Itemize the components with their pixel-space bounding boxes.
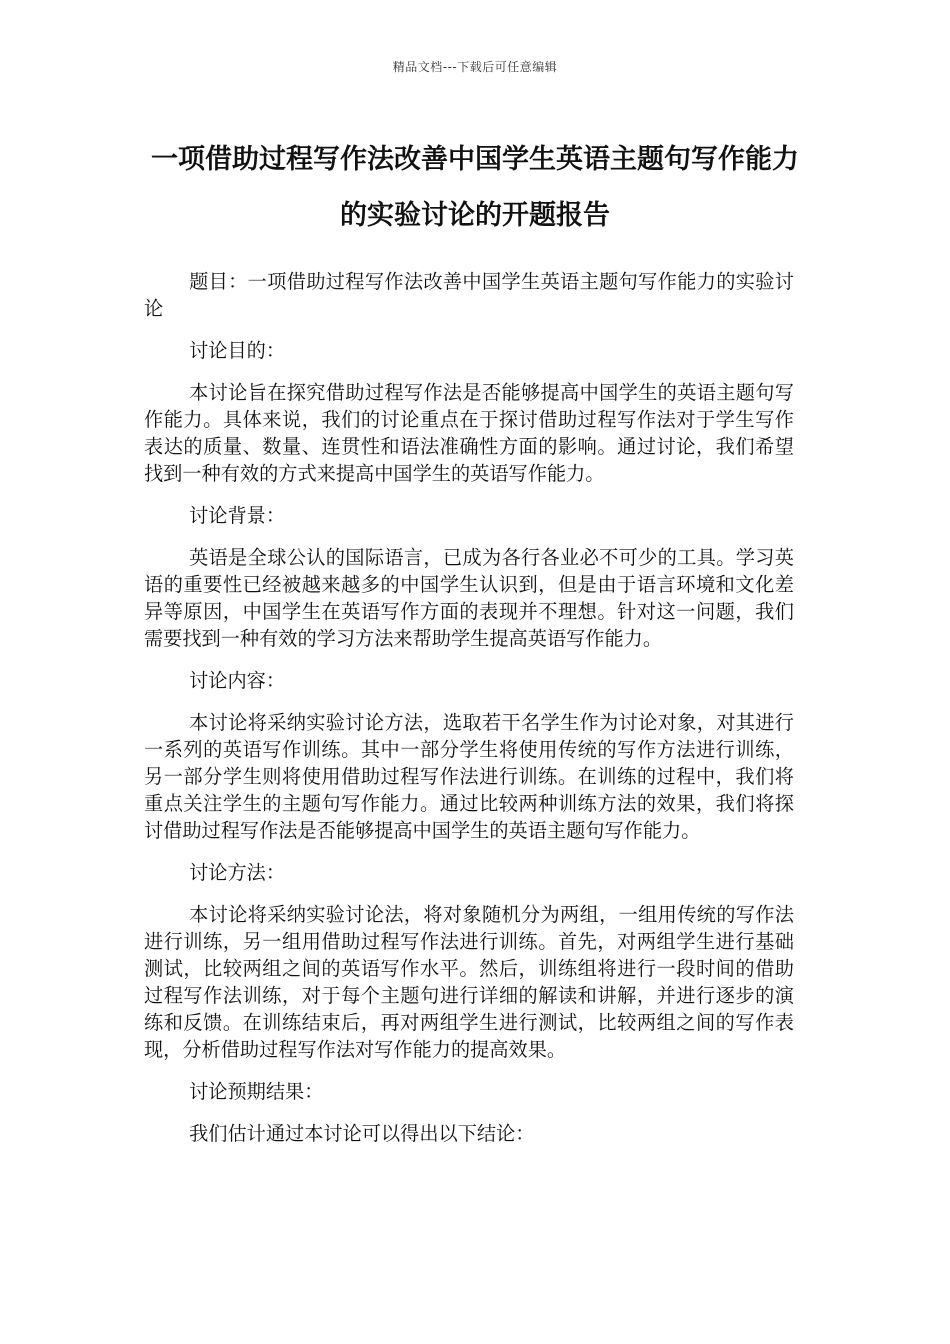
section-heading-purpose: 讨论目的： xyxy=(189,339,286,362)
topic-paragraph: 题目：一项借助过程写作法改善中国学生英语主题句写作能力的实验讨论 xyxy=(144,270,794,320)
purpose-paragraph: 本讨论旨在探究借助过程写作法是否能够提高中国学生的英语主题句写作能力。具体来说，我们的讨论重点在于探讨借助过程写作法对于学生写作表达的质量、数量、连贯性和语法准确性方面的影响。通过讨论，我们希望找到一种有效的方式来提高中国学生的英语写作能力。 xyxy=(144,381,794,485)
section-heading-background: 讨论背景： xyxy=(189,504,286,527)
section-heading-expected-results: 讨论预期结果： xyxy=(189,1080,324,1103)
method-paragraph: 本讨论将采纳实验讨论法，将对象随机分为两组，一组用传统的写作法进行训练，另一组用借助过程写作法进行训练。首先，对两组学生进行基础测试，比较两组之间的英语写作水平。然后，训练组将进行一段时间的借助过程写作法训练，对于每个主题句进行详细的解读和讲解，并进行逐步的演练和反馈。在训练结束后，再对两组学生进行测试，比较两组之间的写作表现，分析借助过程写作法对写作能力的提高效果。 xyxy=(144,903,794,1061)
document-body xyxy=(144,268,794,1162)
section-heading-content: 讨论内容： xyxy=(189,669,286,692)
header-note: 精品文档---下载后可任意编辑 xyxy=(392,60,558,74)
document-title: 一项借助过程写作法改善中国学生英语主题句写作能力的实验讨论的开题报告 xyxy=(151,144,799,231)
background-paragraph: 英语是全球公认的国际语言，已成为各行各业必不可少的工具。学习英语的重要性已经被越来越多的中国学生认识到，但是由于语言环境和文化差异等原因，中国学生在英语写作方面的表现并不理想。针对这一问题，我们需要找到一种有效的学习方法来帮助学生提高英语写作能力。 xyxy=(144,546,794,650)
content-paragraph: 本讨论将采纳实验讨论方法，选取若干名学生作为讨论对象，对其进行一系列的英语写作训练。其中一部分学生将使用传统的写作方法进行训练，另一部分学生则将使用借助过程写作法进行训练。在训练的过程中，我们将重点关注学生的主题句写作能力。通过比较两种训练方法的效果，我们将探讨借助过程写作法是否能够提高中国学生的英语主题句写作能力。 xyxy=(144,711,794,842)
section-heading-method: 讨论方法： xyxy=(189,861,286,884)
expected-results-paragraph: 我们估计通过本讨论可以得出以下结论： xyxy=(189,1122,535,1145)
